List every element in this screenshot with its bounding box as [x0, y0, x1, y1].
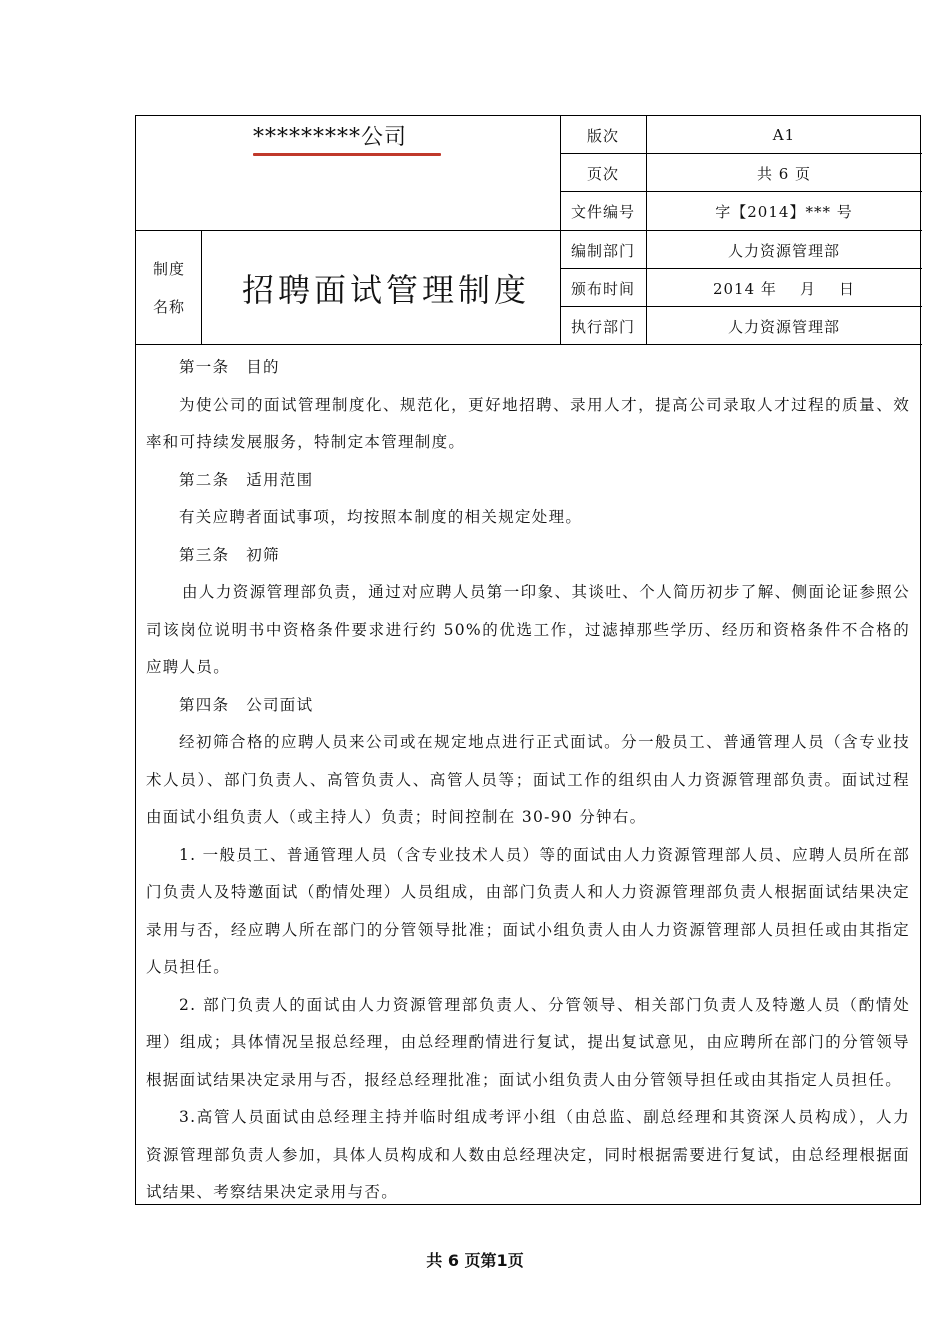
article-3-text: 由人力资源管理部负责，通过对应聘人员第一印象、其谈吐、个人简历初步了解、侧面论证参照公司该岗位说明书中资格条件要求进行约 50%的优选工作，过滤掉那些学历、经历和资格条件不合格的应聘人员。 [146, 583, 910, 676]
row-label-issue-date: 颁布时间 [570, 279, 635, 298]
article-4-heading: 第四条 公司面试 [179, 695, 314, 714]
policy-title: 招聘面试管理制度 [242, 271, 531, 309]
row-value-exec-dept: 人力资源管理部 [727, 317, 840, 336]
row-value-issue-date: 2014 年 月 日 [712, 279, 856, 298]
article-2-text: 有关应聘者面试事项，均按照本制度的相关规定处理。 [179, 508, 583, 526]
policy-body [136, 345, 920, 1212]
row-label-exec-dept: 执行部门 [570, 317, 635, 336]
article-1-heading: 第一条 目的 [179, 358, 280, 376]
policy-label-line-1: 制度 [152, 260, 185, 278]
document-frame [135, 115, 921, 1205]
article-2-heading: 第二条 适用范围 [179, 470, 314, 489]
article-4-item-3: 3.高管人员面试由总经理主持并临时组成考评小组（由总监、副总经理和其资深人员构成），人力资源管理部负责人参加，具体人员构成和人数由总经理决定，同时根据需要进行复试，由总经理根据面试结果、考察结果决定录用与否。 [146, 1108, 910, 1201]
article-4-text: 经初筛合格的应聘人员来公司或在规定地点进行正式面试。分一般员工、普通管理人员（含专业技术人员）、部门负责人、高管负责人、高管人员等；面试工作的组织由人力资源管理部负责。面试过程由面试小组负责人（或主持人）负责；时间控制在 30-90 分钟右。 [146, 733, 910, 826]
policy-name-label [136, 232, 202, 344]
page-footer: 共 6 页第1页 [426, 1251, 524, 1270]
row-label-version: 版次 [586, 126, 619, 145]
company-name: *********公司 [253, 124, 408, 150]
row-value-doc-number: 字【2014】*** 号 [715, 202, 853, 221]
article-3-heading: 第三条 初筛 [179, 545, 280, 564]
row-value-drafting-dept: 人力资源管理部 [727, 241, 840, 260]
row-label-drafting-dept: 编制部门 [570, 241, 635, 260]
policy-label-line-2: 名称 [152, 298, 185, 316]
article-4-item-2: 2. 部门负责人的面试由人力资源管理部负责人、分管领导、相关部门负责人及特邀人员（酌情处理）组成；具体情况呈报总经理，由总经理酌情进行复试，提出复试意见，由应聘所在部门的分管领导根据面试结果决定录用与否，报经总经理批准；面试小组负责人由分管领导担任或由其指定人员担任。 [146, 995, 910, 1089]
company-underline [253, 153, 441, 156]
article-1-text: 为使公司的面试管理制度化、规范化，更好地招聘、录用人才，提高公司录取人才过程的质量、效率和可持续发展服务，特制定本管理制度。 [146, 395, 910, 451]
row-value-pages: 共 6 页 [756, 164, 812, 183]
header-table [136, 116, 920, 345]
row-label-pages: 页次 [586, 164, 619, 183]
row-value-version: A1 [772, 126, 796, 144]
article-4-item-1: 1. 一般员工、普通管理人员（含专业技术人员）等的面试由人力资源管理部人员、应聘人员所在部门负责人及特邀面试（酌情处理）人员组成，由部门负责人和人力资源管理部负责人根据面试结果决定录用与否，经应聘人所在部门的分管领导批准；面试小组负责人由人力资源管理部人员担任或由其指定人员担任。 [146, 845, 910, 976]
row-label-doc-number: 文件编号 [570, 202, 635, 221]
